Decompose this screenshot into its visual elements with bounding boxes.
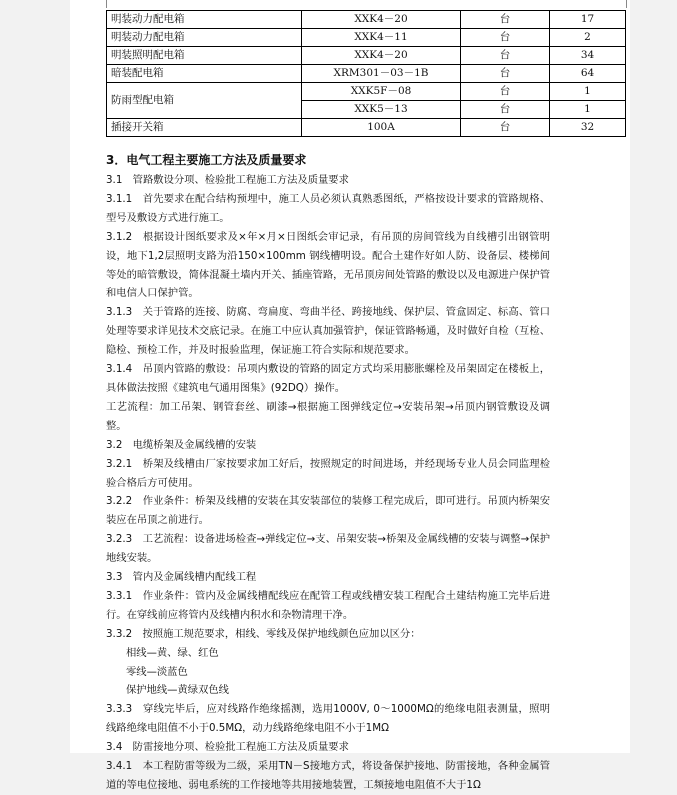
table-cell: 100A <box>302 119 461 137</box>
table-cell: 34 <box>550 47 626 65</box>
paragraph: 工艺流程：加工吊架、钢管套丝、刷漆→根据施工图弹线定位→安装吊架→吊顶内钢管敷设及调整。 <box>106 400 550 432</box>
subsection-heading: 3.1 管路敷设分项、检验批工程施工方法及质量要求 <box>106 174 349 186</box>
margin-mark-top-right <box>626 0 627 8</box>
list-item: 相线—黄、绿、红色 <box>126 646 219 659</box>
table-cell: 明装照明配电箱 <box>107 47 302 65</box>
table-cell: 台 <box>461 29 550 47</box>
paragraph: 3.3.2 按照施工规范要求，相线、零线及保护地线颜色应加以区分： <box>106 627 421 640</box>
table-cell: 1 <box>550 83 626 101</box>
table-row <box>107 119 626 137</box>
paragraph: 3.3.1 作业条件：管内及金属线槽配线应在配管工程或线槽安装工程配合土建结构施工完毕后进行。在穿线前应将管内及线槽内积水和杂物清理干净。 <box>106 589 550 621</box>
paragraph: 3.2.2 作业条件：桥架及线槽的安装在其安装部位的装修工程完成后，即可进行。吊顶内桥架安装应在吊顶之前进行。 <box>106 495 550 527</box>
paragraph: 3.3.3 穿线完毕后，应对线路作绝缘摇测，选用1000V, 0～1000MΩ的绝缘电阻表测量，照明线路绝缘电阻值不小于0.5MΩ，动力线路绝缘电阻不小于1MΩ <box>106 703 550 735</box>
subsection-heading: 3.4 防雷接地分项、检验批工程施工方法及质量要求 <box>106 741 349 754</box>
table-cell: XXK4－20 <box>302 47 461 65</box>
table-cell: XXK4－20 <box>302 11 461 29</box>
table-cell: 暗装配电箱 <box>107 65 302 83</box>
table-cell: 32 <box>550 119 626 137</box>
table-cell: 64 <box>550 65 626 83</box>
section-heading: 3．电气工程主要施工方法及质量要求 <box>106 153 307 167</box>
table-cell: 台 <box>461 47 550 65</box>
subsection-heading: 3.3 管内及金属线槽内配线工程 <box>106 571 257 584</box>
document-body <box>106 150 550 795</box>
table-cell: XXK5－13 <box>302 101 461 119</box>
table-cell: 插接开关箱 <box>107 119 302 137</box>
table-cell: XXK5F－08 <box>302 83 461 101</box>
paragraph: 3.4.1 本工程防雷等级为二级，采用TN－S接地方式，将设备保护接地、防雷接地，各种金属管道的等电位接地、弱电系统的工作接地等共用接地装置，工频接地电阻值不大于1Ω <box>106 760 550 791</box>
table-row <box>107 47 626 65</box>
table-cell: 台 <box>461 83 550 101</box>
paragraph: 3.1.1 首先要求在配合结构预埋中，施工人员必须认真熟悉图纸，严格按设计要求的管路规格、型号及敷设方式进行施工。 <box>106 192 550 224</box>
margin-mark-top-left <box>106 0 107 8</box>
table-cell: XXK4－11 <box>302 29 461 47</box>
table-cell: 2 <box>550 29 626 47</box>
table-cell: 台 <box>461 101 550 119</box>
list-item: 零线—淡蓝色 <box>126 665 188 678</box>
table-row <box>107 29 626 47</box>
table-cell: 明装动力配电箱 <box>107 11 302 29</box>
paragraph: 3.1.4 吊顶内管路的敷设：吊项内敷设的管路的固定方式均采用膨胀螺栓及吊架固定在楼板上，具体做法按照《建筑电气通用图集》(92DQ）操作。 <box>106 363 550 394</box>
paragraph: 3.2.3 工艺流程：设备进场检查→弹线定位→支、吊架安装→桥架及金属线槽的安装与调整→保护地线安装。 <box>106 533 550 565</box>
table-row <box>107 83 626 101</box>
equipment-table <box>106 10 626 137</box>
table-cell: 防雨型配电箱 <box>107 83 302 119</box>
table-cell: 台 <box>461 119 550 137</box>
table-cell: 17 <box>550 11 626 29</box>
table-row <box>107 65 626 83</box>
paragraph: 3.1.2 根据设计图纸要求及×年×月×日图纸会审记录，有吊顶的房间管线为自线槽引出钢管明设，地下1,2层照明支路为沿150×100mm 钢线槽明设。配合土建作好如人防、设备层、楼梯间等处的暗管敷设，简体混凝土墙内开关、插座管路，无吊顶房间处管路的敷设以及电源进户保护管和电信人口保护管。 <box>106 230 550 300</box>
table-cell: 1 <box>550 101 626 119</box>
table-cell: 明装动力配电箱 <box>107 29 302 47</box>
table-cell: XRM301－03－1B <box>302 65 461 83</box>
paragraph: 3.1.3 关于管路的连接、防腐、弯扁度、弯曲半径、跨接地线、保护层、管盒固定、标高、管口处理等要求详见技术交底记录。在施工中应认真加强管护，保证管路畅通，及时做好自检（互检、隐检、预检工作，并及时报验监理，保证施工符合实际和规范要求。 <box>106 306 550 357</box>
table-cell: 台 <box>461 65 550 83</box>
list-item: 保护地线—黄绿双色线 <box>126 684 229 697</box>
table-row <box>107 11 626 29</box>
paragraph: 3.2.1 桥架及线槽由厂家按要求加工好后，按照规定的时间进场，并经现场专业人员会同监理检验合格后方可使用。 <box>106 457 550 489</box>
table-cell: 台 <box>461 11 550 29</box>
subsection-heading: 3.2 电缆桥架及金属线槽的安装 <box>106 438 257 451</box>
